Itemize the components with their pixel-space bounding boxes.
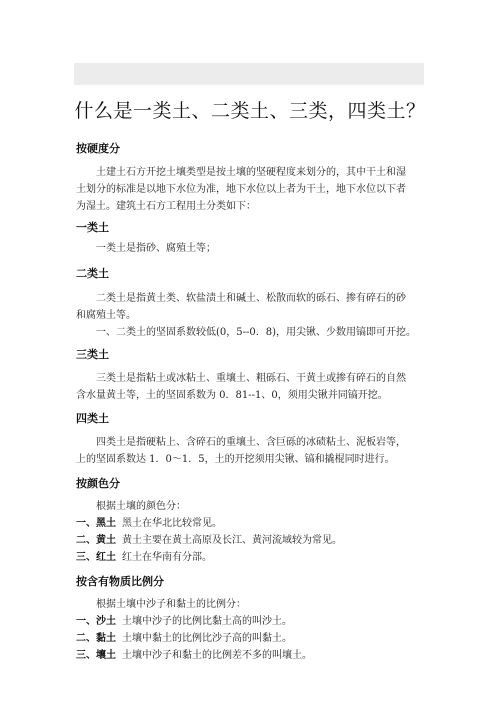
paragraph-line: 含水量黄土等，土的坚固系数为 0．81--1、0，须用尖锹并同镐开挖。 bbox=[76, 390, 388, 401]
section-heading-class3: 三类土 bbox=[76, 348, 109, 361]
paragraph-line: 四类土是指硬粘上、含碎石的重壤土、含巨砾的冰碛粘土、泥板岩等， bbox=[96, 437, 406, 448]
section-heading-class4: 四类土 bbox=[76, 412, 109, 425]
section-heading-color: 按颜色分 bbox=[76, 477, 120, 490]
list-item bbox=[76, 549, 212, 566]
class2-body bbox=[76, 290, 426, 341]
list-desc: 土壤中沙子和黏土的比例差不多的叫壤土。 bbox=[122, 650, 312, 661]
list-term: 三、壤土 bbox=[76, 650, 116, 661]
section-heading-hardness: 按硬度分 bbox=[76, 142, 120, 155]
class4-body bbox=[76, 434, 426, 468]
page-title: 什么是一类土、二类土、三类，四类土？ bbox=[74, 100, 426, 122]
hardness-intro bbox=[76, 164, 426, 215]
list-desc: 土壤中黏土的比例比沙子高的叫黏土。 bbox=[122, 633, 292, 644]
paragraph-line: 三类土是指粘土或冰粘土、重壤土、粗砾石、干黄土或掺有碎石的自然 bbox=[96, 373, 406, 384]
paragraph-line: 为湿土。建筑土石方工程用土分类如下： bbox=[76, 201, 256, 212]
list-term: 一、黑土 bbox=[76, 518, 116, 529]
list-item bbox=[76, 613, 292, 630]
list-item bbox=[76, 630, 292, 647]
class3-body bbox=[76, 370, 426, 404]
list-term: 二、黏土 bbox=[76, 633, 116, 644]
paragraph-line: 土划分的标准是以地下水位为准，地下水位以上者为干土，地下水位以下者 bbox=[76, 184, 406, 195]
list-item bbox=[76, 515, 222, 532]
section-heading-class1: 一类土 bbox=[76, 221, 109, 234]
section-heading-class2: 二类土 bbox=[76, 267, 109, 280]
composition-intro bbox=[76, 596, 426, 613]
list-desc: 黄土主要在黄土高原及长江、黄河流域较为常见。 bbox=[122, 535, 342, 546]
paragraph-line: 土建土石方开挖土壤类型是按土壤的坚硬程度来划分的，其中干土和湿 bbox=[96, 167, 406, 178]
list-item bbox=[76, 532, 342, 549]
paragraph-line: 上的坚固系数达 1．0～1．5，土的开挖须用尖锹、镐和撬棍同时进行。 bbox=[76, 454, 395, 465]
color-intro bbox=[76, 498, 426, 515]
list-term: 三、红土 bbox=[76, 552, 116, 563]
list-item bbox=[76, 647, 312, 664]
list-term: 一、沙土 bbox=[76, 616, 116, 627]
section-heading-composition: 按含有物质比例分 bbox=[76, 575, 164, 588]
list-term: 二、黄土 bbox=[76, 535, 116, 546]
paragraph-line: 根据土壤的颜色分： bbox=[96, 501, 186, 512]
header-band bbox=[74, 63, 424, 85]
paragraph-line: 根据土壤中沙子和黏土的比例分： bbox=[96, 599, 246, 610]
paragraph-line: 二类土是指黄土类、软盐渍土和碱土、松散而软的砾石、掺有碎石的砂 bbox=[96, 293, 406, 304]
class1-body bbox=[76, 240, 426, 257]
list-desc: 土壤中沙子的比例比黏土高的叫沙土。 bbox=[122, 616, 292, 627]
paragraph-line: 一类土是指砂、腐殖土等； bbox=[96, 243, 216, 254]
list-desc: 黑土在华北比较常见。 bbox=[122, 518, 222, 529]
paragraph-line: 一、二类土的坚固系数较低(0，5--0．8)，用尖锹、少数用镐即可开挖。 bbox=[96, 327, 417, 338]
list-desc: 红土在华南有分部。 bbox=[122, 552, 212, 563]
paragraph-line: 和腐殖土等。 bbox=[76, 310, 136, 321]
